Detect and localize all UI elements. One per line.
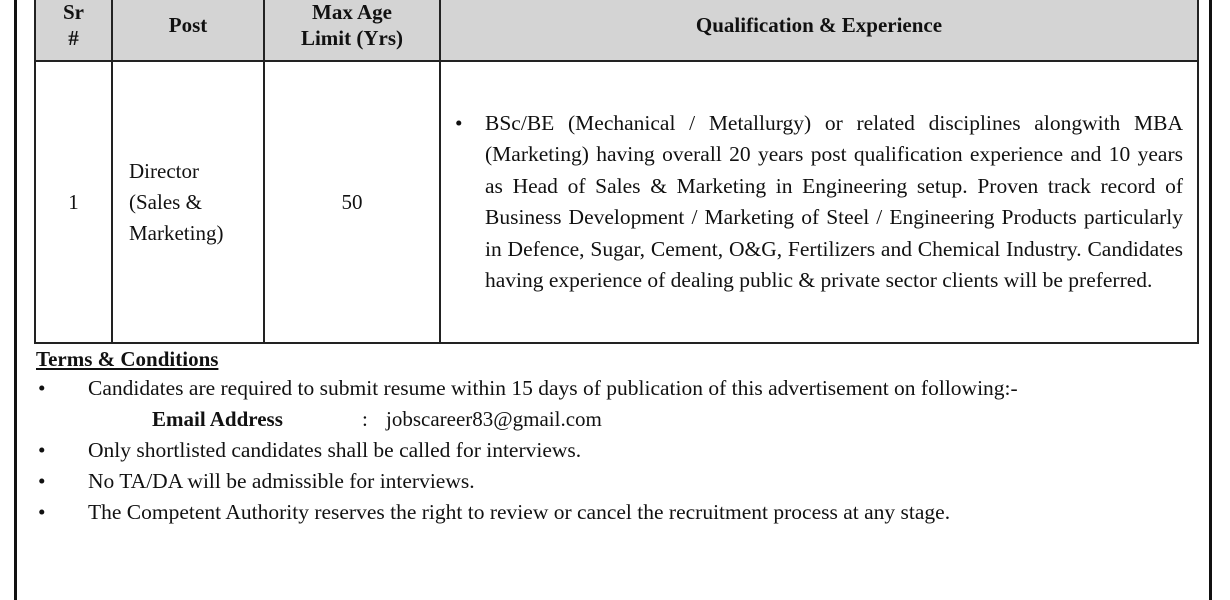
header-age-line1: Max Age (312, 0, 392, 24)
table-header-row (35, 0, 1198, 61)
terms-item-text: The Competent Authority reserves the right to review or cancel the recruitment process at any stage. (88, 500, 951, 524)
bullet-icon: • (38, 438, 46, 462)
terms-item-text: No TA/DA will be admissible for interviews. (88, 469, 475, 493)
post-line3: Marketing) (129, 220, 224, 245)
email-value: jobscareer83@gmail.com (386, 407, 602, 431)
bullet-icon: • (38, 469, 46, 493)
terms-item-text: Candidates are required to submit resume within 15 days of publication of this advertisement on following:- (88, 376, 1018, 400)
cell-age: 50 (264, 61, 440, 343)
bullet-icon: • (38, 500, 46, 524)
bullet-icon: • (38, 376, 46, 400)
email-separator: : (362, 407, 368, 431)
header-sr-line1: Sr (63, 0, 84, 24)
jobs-table (34, 0, 1199, 344)
header-sr (35, 0, 112, 61)
terms-list (36, 373, 1196, 404)
list-item (36, 435, 1196, 466)
cell-post (112, 61, 264, 343)
header-age (264, 0, 440, 61)
list-item (36, 466, 1196, 497)
header-post (112, 0, 264, 61)
terms-heading: Terms & Conditions (36, 347, 219, 371)
header-qualification-label: Qualification & Experience (695, 13, 943, 37)
header-qualification (440, 0, 1198, 61)
cell-qualification (440, 61, 1198, 343)
terms-section (36, 345, 1196, 528)
email-label: Email Address (152, 407, 283, 431)
header-age-line2: Limit (Yrs) (300, 26, 404, 50)
qualification-item: • BSc/BE (Mechanical / Metallurgy) or related disciplines alongwith MBA (Marketing) having overall 20 years post qualification experience and 10 years as Head of Sales & Marketing in Engineering setup. Proven track record of Business Development / Marketing of Steel / Engineering Products particularly in Defence, Sugar, Cement, O&G, Fertilizers and Chemical Industry. Candidates having experience of dealing public & private sector clients will be preferred. (451, 108, 1183, 297)
header-sr-line2: # (68, 26, 79, 50)
list-item (36, 497, 1196, 528)
email-address-line (36, 404, 1196, 435)
table-row (35, 61, 1198, 343)
list-item (36, 373, 1196, 404)
post-line1: Director (129, 158, 199, 183)
terms-item-text: Only shortlisted candidates shall be called for interviews. (88, 438, 582, 462)
terms-list-continued (36, 435, 1196, 528)
post-line2: (Sales & (129, 189, 202, 214)
cell-sr: 1 (35, 61, 112, 343)
header-post-label: Post (168, 13, 208, 37)
